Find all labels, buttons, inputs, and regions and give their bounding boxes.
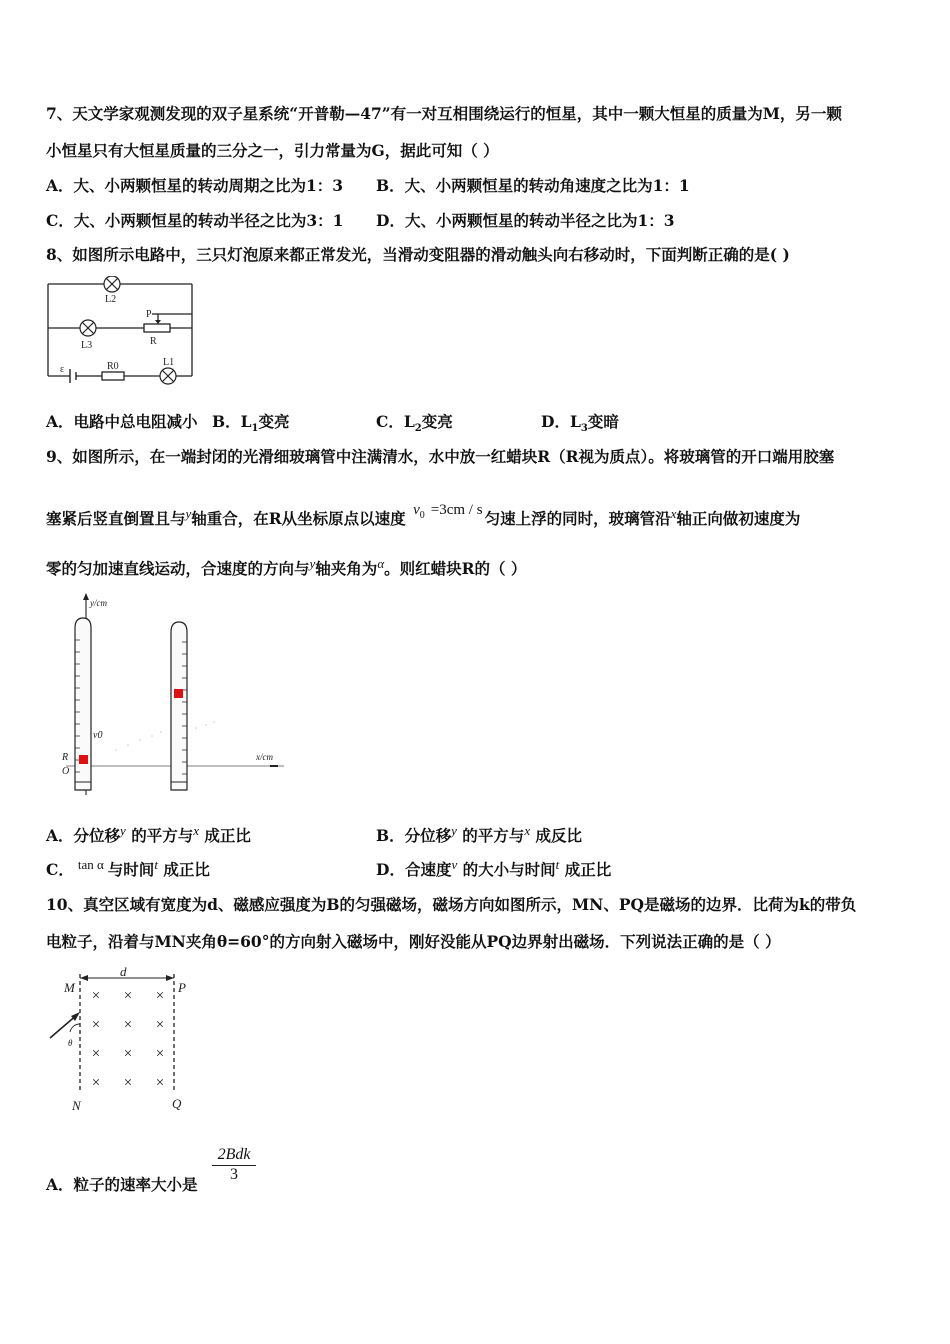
field-cross: × xyxy=(155,1075,165,1091)
label-q: Q xyxy=(172,1096,182,1111)
q9-stem-line3: 零的匀加速直线运动，合速度的方向与$^y$轴夹角为$^\alpha$。则红蜡块R的（ ） xyxy=(46,556,527,578)
q7-option-d: D．大、小两颗恒星的转动半径之比为1：3 xyxy=(376,211,675,230)
field-cross: × xyxy=(91,1017,101,1033)
q7-stem-line2: 小恒星只有大恒星质量的三分之一，引力常量为G，据此可知（ ） xyxy=(46,141,499,160)
battery-icon xyxy=(70,369,76,383)
q7-option-a: A．大、小两颗恒星的转动周期之比为1：3 xyxy=(46,176,344,195)
fraction-numerator: 2Bdk xyxy=(212,1146,256,1166)
label-l1: L1 xyxy=(163,357,175,368)
q10-option-a: A．粒子的速率大小是 xyxy=(46,1175,198,1194)
label-theta: θ xyxy=(68,1038,73,1048)
q9-option-b: B．分位移$^y$ 的平方与$^x$ 成反比 xyxy=(376,823,583,845)
label-n: N xyxy=(72,1098,81,1113)
fraction-denominator: 3 xyxy=(230,1166,238,1183)
q7-option-c: C．大、小两颗恒星的转动半径之比为3：1 xyxy=(46,211,344,230)
field-cross: × xyxy=(155,988,165,1004)
q10-stem-line1: 10、真空区域有宽度为d、磁感应强度为B的匀强磁场，磁场方向如图所示，MN、PQ是磁场的边界．比荷为k的带负 xyxy=(46,895,857,914)
field-cross: × xyxy=(123,1017,133,1033)
field-cross: × xyxy=(123,988,133,1004)
q8-option-d: D．$L_3$变暗 xyxy=(541,412,619,435)
label-m: M xyxy=(64,980,75,995)
red-wax-block-later xyxy=(174,689,183,698)
field-cross: × xyxy=(91,988,101,1004)
lamp-l1-icon xyxy=(160,368,176,384)
q9-option-d: D．合速度$^v$ 的大小与时间$^t$ 成正比 xyxy=(376,857,612,879)
q8-option-a: A．电路中总电阻减小 xyxy=(46,412,198,431)
q9-stem-line1: 9、如图所示，在一端封闭的光滑细玻璃管中注满清水，水中放一红蜡块R（R视为质点）。将玻璃管的开口端用胶塞 xyxy=(46,447,835,466)
field-cross: × xyxy=(155,1046,165,1062)
label-p: P xyxy=(146,309,152,320)
label-origin: O xyxy=(62,766,70,777)
label-r0: R0 xyxy=(107,361,119,372)
q10-magnetic-field-figure xyxy=(44,966,214,1116)
q9-glass-tube-figure xyxy=(56,590,296,800)
q8-circuit-diagram xyxy=(40,276,200,388)
field-cross: × xyxy=(123,1046,133,1062)
q7-option-b: B．大、小两颗恒星的转动角速度之比为1：1 xyxy=(376,176,690,195)
q10-stem-line2: 电粒子，沿着与MN夹角θ=60°的方向射入磁场中，刚好没能从PQ边界射出磁场．下列说法正确的是（ ） xyxy=(46,932,781,951)
q10-option-a-fraction xyxy=(212,1146,256,1184)
q8-option-c: C．$L_2$变亮 xyxy=(376,412,453,435)
label-l2: L2 xyxy=(105,294,117,305)
q7-stem-line1: 7、天文学家观测发现的双子星系统“开普勒—47”有一对互相围绕运行的恒星，其中一颗大恒星的质量为M，另一颗 xyxy=(46,104,842,123)
label-r: R xyxy=(62,752,69,763)
label-v0: v0 xyxy=(93,730,103,741)
field-cross: × xyxy=(155,1017,165,1033)
field-cross: × xyxy=(91,1046,101,1062)
field-cross: × xyxy=(91,1075,101,1091)
lamp-l2-icon xyxy=(104,276,120,292)
label-p: P xyxy=(178,980,186,995)
label-y-axis: y/cm xyxy=(90,598,107,608)
label-l3: L3 xyxy=(81,340,93,351)
q9-option-c: C． $^{tan \alpha}$ 与时间$^t$ 成正比 xyxy=(46,857,210,879)
q9-stem-line2: 塞紧后竖直倒置且与$^y$轴重合，在R从坐标原点以速度 $v_0 =3cm / s$ 匀速上浮的同时，玻璃管沿$^x$轴正向做初速度为 xyxy=(46,502,801,528)
label-emf: ε xyxy=(60,364,65,375)
q8-option-b: B．$L_1$变亮 xyxy=(212,412,290,435)
lamp-l3-icon xyxy=(80,320,96,336)
q8-stem: 8、如图所示电路中，三只灯泡原来都正常发光，当滑动变阻器的滑动触头向右移动时，下面判断正确的是( ) xyxy=(46,245,790,264)
red-wax-block-start xyxy=(79,755,88,764)
label-d: d xyxy=(120,966,127,979)
label-x-axis: x/cm xyxy=(256,752,273,762)
field-cross: × xyxy=(123,1075,133,1091)
q9-option-a: A．分位移$^y$ 的平方与$^x$ 成正比 xyxy=(46,823,251,845)
label-r: R xyxy=(150,336,157,347)
